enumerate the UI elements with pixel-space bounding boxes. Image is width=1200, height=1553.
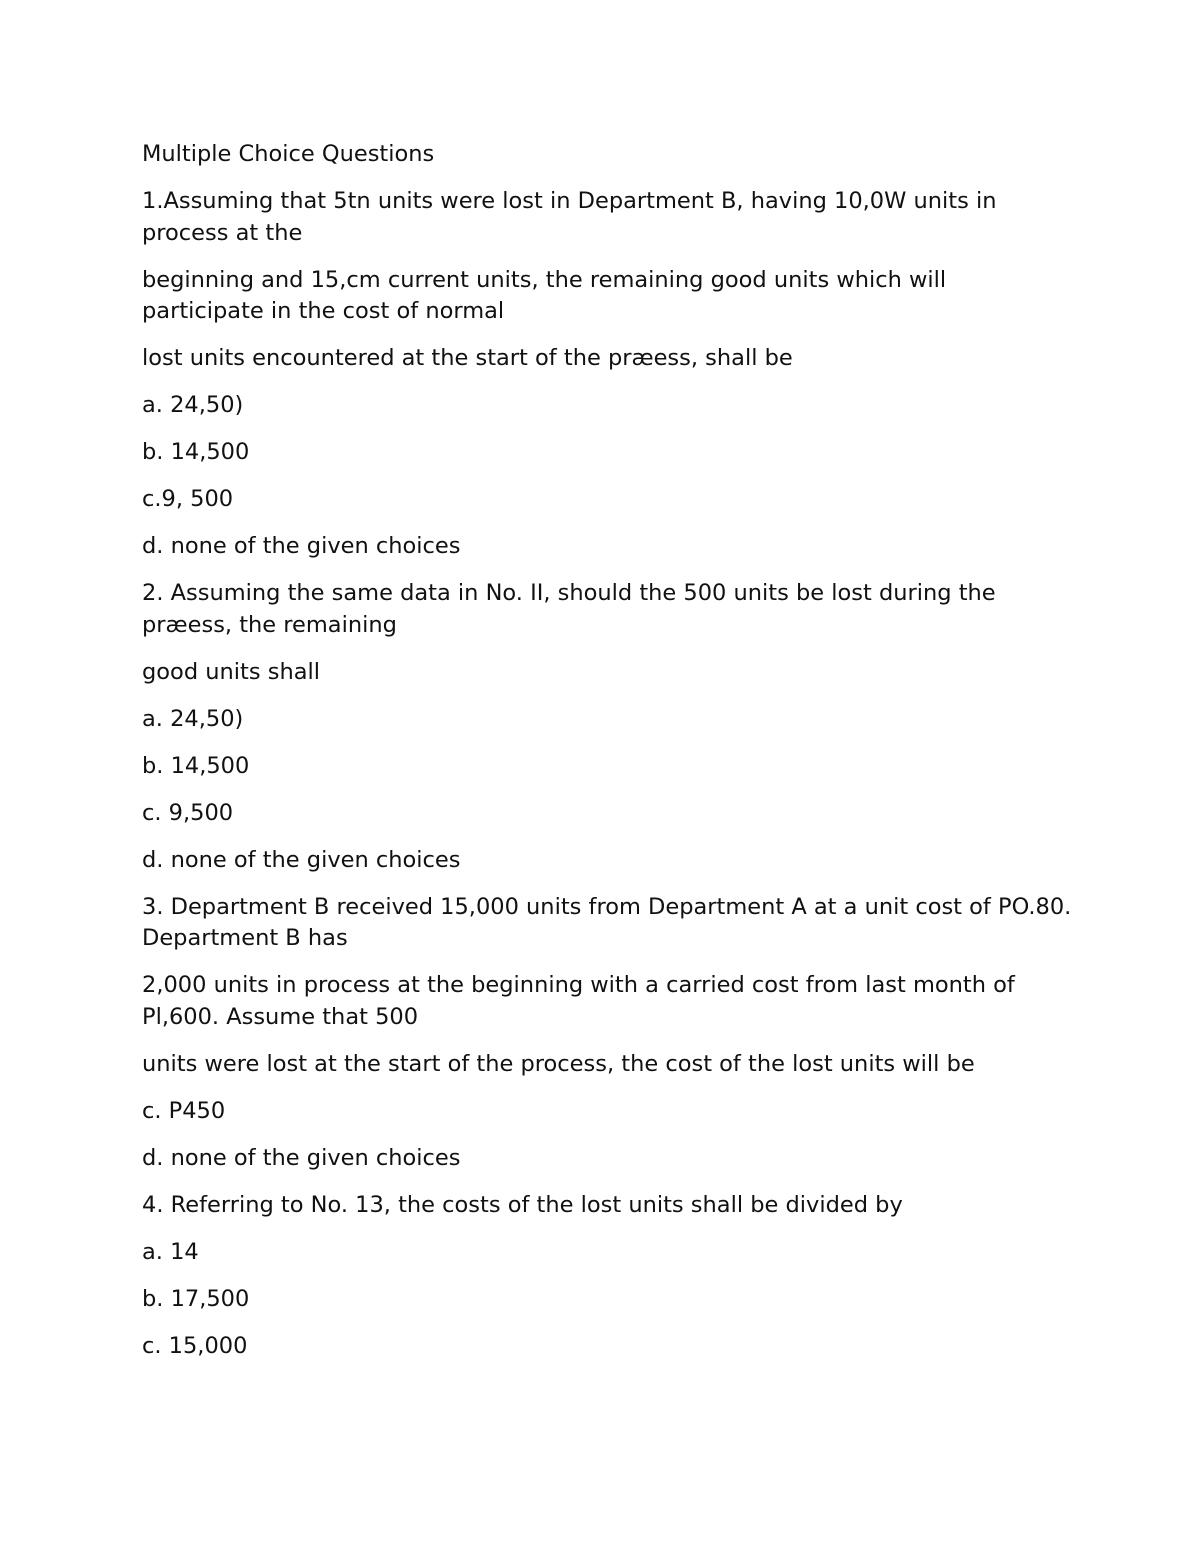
- choice-q1-d: d. none of the given choices: [142, 533, 461, 559]
- choice-q2-c: c. 9,500: [142, 799, 234, 826]
- paragraph-q1-text-1: 1.Assuming that 5tn units were lost in Department B, having 10,0W units in process at the: [142, 188, 997, 246]
- document-body: [142, 139, 1072, 1378]
- paragraph-q2-text-1: 2. Assuming the same data in No. II, should the 500 units be lost during the præess, the remaining: [142, 580, 996, 638]
- paragraph-q3-text-2: 2,000 units in process at the beginning with a carried cost from last month of Pl,600. Assume that 500: [142, 972, 1015, 1030]
- choice-q4-a: a. 14: [142, 1238, 199, 1265]
- choice-q1-b: b. 14,500: [142, 439, 250, 465]
- paragraph-q3-text-1: 3. Department B received 15,000 units from Department A at a unit cost of PO.80. Department B has: [142, 893, 1072, 951]
- paragraph-q1-text-2: beginning and 15,cm current units, the remaining good units which will participate in the cost of normal: [142, 266, 947, 324]
- choice-q3-c: c. P450: [142, 1097, 226, 1124]
- choice-q4-b: b. 17,500: [142, 1285, 250, 1312]
- paragraph-q1-text-3: lost units encountered at the start of the præess, shall be: [142, 345, 793, 371]
- document-heading: Multiple Choice Questions: [142, 141, 435, 167]
- choice-q3-d: d. none of the given choices: [142, 1144, 461, 1171]
- paragraph-q2-text-2: good units shall: [142, 658, 320, 685]
- choice-q1-c: c.9, 500: [142, 486, 234, 512]
- paragraph-q4-text-1: 4. Referring to No. 13, the costs of the lost units shall be divided by: [142, 1191, 903, 1218]
- choice-q2-a: a. 24,50): [142, 705, 244, 732]
- choice-q1-a: a. 24,50): [142, 392, 244, 418]
- choice-q2-b: b. 14,500: [142, 752, 250, 779]
- paragraph-q3-text-3: units were lost at the start of the process, the cost of the lost units will be: [142, 1050, 975, 1077]
- choice-q2-d: d. none of the given choices: [142, 846, 461, 873]
- choice-q4-c: c. 15,000: [142, 1332, 248, 1359]
